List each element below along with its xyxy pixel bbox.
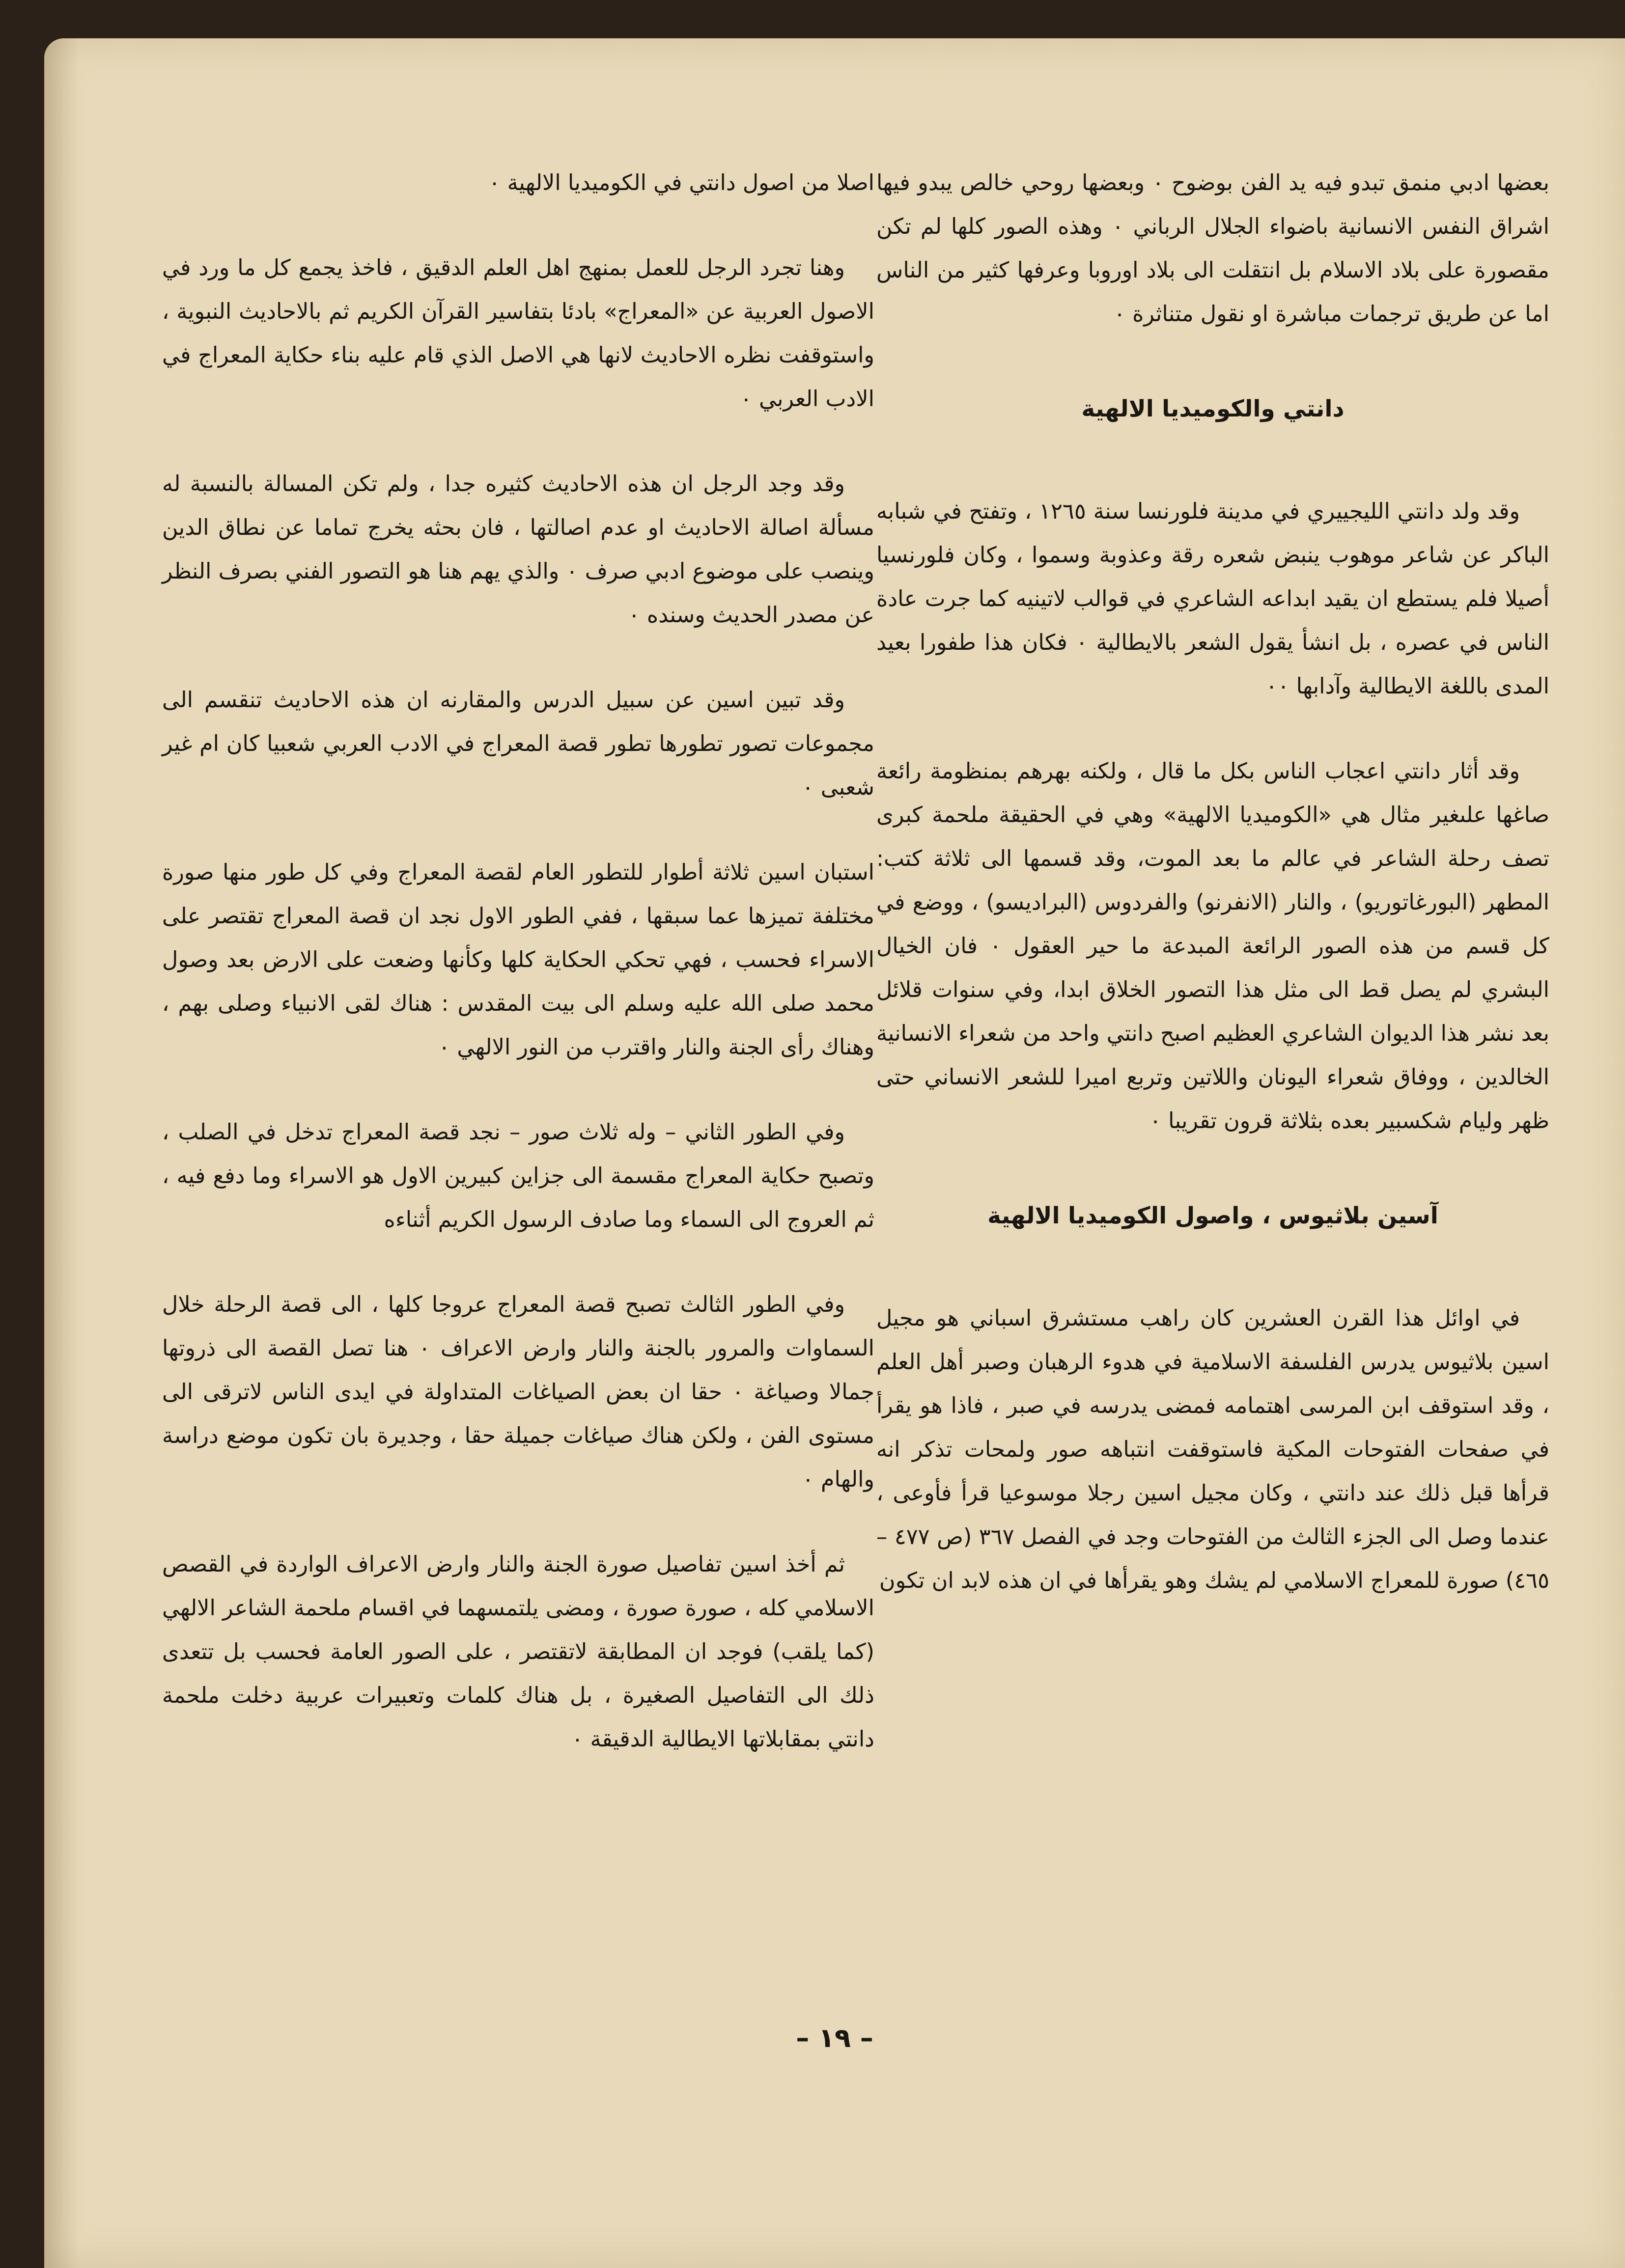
paragraph: بعضها ادبي منمق تبدو فيه يد الفن بوضوح ٠ وبعضها روحي خالص يبدو فيها اشراق النفس الانسانية باضواء الجلال الرباني ٠ وهذه الصور كلها لم تكن مقصورة على بلاد الاسلام بل انتقلت الى بلاد اوروبا وعرفها كثير من الناس اما عن طريق ترجمات مباشرة او نقول متناثرة ٠ (876, 170, 1549, 327)
page-number: – ١٩ – (796, 2022, 873, 2053)
paragraph: وقد تبين اسين عن سبيل الدرس والمقارنه ان هذه الاحاديث تنقسم الى مجموعات تصور تطورها تطور قصة المعراج في الادب العربي شعبيا كان ام غير شعبى ٠ (162, 688, 874, 800)
paragraph: في اوائل هذا القرن العشرين كان راهب مستشرق اسباني هو مجيل اسين بلاثيوس يدرس الفلسفة الاسلامية في هدوء الرهبان وصبر أهل العلم ، وقد استوقف ابن المرسى اهتمامه فمضى يدرسه في صبر ، فاذا هو يقرأ في صفحات الفتوحات المكية فاستوقفت انتباهه صور ولمحات تذكر انه قرأها قبل ذلك عند دانتي ، وكان مجيل اسين رجلا موسوعيا قرأ فأوعى ، عندما وصل الى الجزء الثالث من الفتوحات وجد في الفصل ٣٦٧ (ص ٤٧٧ – ٤٦٥) صورة للمعراج الاسلامي لم يشك وهو يقرأها في ان هذه لابد ان تكون (876, 1306, 1549, 1593)
paragraph: وفي الطور الثالث تصبح قصة المعراج عروجا كلها ، الى قصة الرحلة خلال السماوات والمرور بالجنة والنار وارض الاعراف ٠ هنا تصل القصة الى ذروتها جمالا وصياغة ٠ حقا ان بعض الصياغات المتداولة في ايدى الناس لاترقى الى مستوى الفن ، ولكن هناك صياغات جميلة حقا ، وجديرة بان تكون موضع دراسة والهام ٠ (162, 1292, 874, 1492)
paragraph: ثم أخذ اسين تفاصيل صورة الجنة والنار وارض الاعراف الواردة في القصص الاسلامي كله ، صورة صورة ، ومضى يلتمسهما في اقسام ملحمة الشاعر الالهي (كما يلقب) فوجد ان المطابقة لاتقتصر ، على الصور العامة فحسب بل تتعدى ذلك الى التفاصيل الصغيرة ، بل هناك كلمات وتعبيرات عربية دخلت ملحمة دانتي بمقابلاتها الايطالية الدقيقة ٠ (162, 1552, 874, 1752)
section-heading: دانتي والكوميديا الالهية (1081, 395, 1345, 422)
paragraph: وقد ولد دانتي الليجييري في مدينة فلورنسا سنة ١٢٦٥ ، وتفتح في شبابه الباكر عن شاعر موهوب ينبض شعره رقة وعذوبة وسموا ، وكان فلورنسيا أصيلا فلم يستطع ان يقيد ابداعه الشاعري في قوالب لاتينيه كما جرت عادة الناس في عصره ، بل انشأ يقول الشعر بالايطالية ٠ فكان هذا طفورا بعيد المدى باللغة الايطالية وآدابها ٠٠ (876, 499, 1549, 699)
left-column (162, 161, 874, 1802)
page-shadow (44, 38, 79, 2268)
paragraph: استبان اسين ثلاثة أطوار للتطور العام لقصة المعراج وفي كل طور منها صورة مختلفة تميزها عما سبقها ، ففي الطور الاول نجد ان قصة المعراج تقتصر على الاسراء فحسب ، فهي تحكي الحكاية كلها وكأنها وضعت على الارض بعد وصول محمد صلى الله عليه وسلم الى بيت المقدس : هناك لقى الانبياء وصلى بهم ، وهناك رأى الجنة والنار واقترب من النور الالهي ٠ (162, 860, 874, 1060)
paragraph: وقد وجد الرجل ان هذه الاحاديث كثيره جدا ، ولم تكن المسالة بالنسبة له مسألة اصالة الاحاديث او عدم اصالتها ، فان بحثه يخرج تماما عن نطاق الدين وينصب على موضوع ادبي صرف ٠ والذي يهم هنا هو التصور الفني بصرف النظر عن مصدر الحديث وسنده ٠ (162, 471, 874, 628)
magazine-page (44, 38, 1625, 2268)
right-column (876, 161, 1549, 1644)
section-heading: آسين بلاثيوس ، واصول الكوميديا الالهية (987, 1202, 1438, 1229)
paragraph: اصلا من اصول دانتي في الكوميديا الالهية ٠ (488, 170, 874, 195)
paragraph: وهنا تجرد الرجل للعمل بمنهج اهل العلم الدقيق ، فاخذ يجمع كل ما ورد في الاصول العربية عن «المعراج» بادئا بتفاسير القرآن الكريم ثم بالاحاديث النبوية ، واستوقفت نظره الاحاديث لانها هي الاصل الذي قام عليه بناء حكاية المعراج في الادب العربي ٠ (162, 255, 874, 412)
paragraph: وفي الطور الثاني – وله ثلاث صور – نجد قصة المعراج تدخل في الصلب ، وتصبح حكاية المعراج مقسمة الى جزاين كبيرين الاول هو الاسراء وما دفع فيه ، ثم العروج الى السماء وما صادف الرسول الكريم أثناءه (162, 1120, 874, 1232)
paragraph: وقد أثار دانتي اعجاب الناس بكل ما قال ، ولكنه بهرهم بمنظومة رائعة صاغها علىغير مثال هي «الكوميديا الالهية» وهي في الحقيقة ملحمة كبرى تصف رحلة الشاعر في عالم ما بعد الموت، وقد قسمها الى ثلاثة كتب: المطهر (البورغاتوريو) ، والنار (الانفرنو) والفردوس (البراديسو) ، ووضع في كل قسم من هذه الصور الرائعة المبدعة ما حير العقول ٠ فان الخيال البشري لم يصل قط الى مثل هذا التصور الخلاق ابدا، وفي سنوات قلائل بعد نشر هذا الديوان الشاعري العظيم اصبح دانتي واحد من شعراء الانسانية الخالدين ، ووفاق شعراء اليونان واللاتين وتربع اميرا للشعر الانساني حتى ظهر وليام شكسبير بعده بثلاثة قرون تقريبا ٠ (876, 759, 1549, 1134)
